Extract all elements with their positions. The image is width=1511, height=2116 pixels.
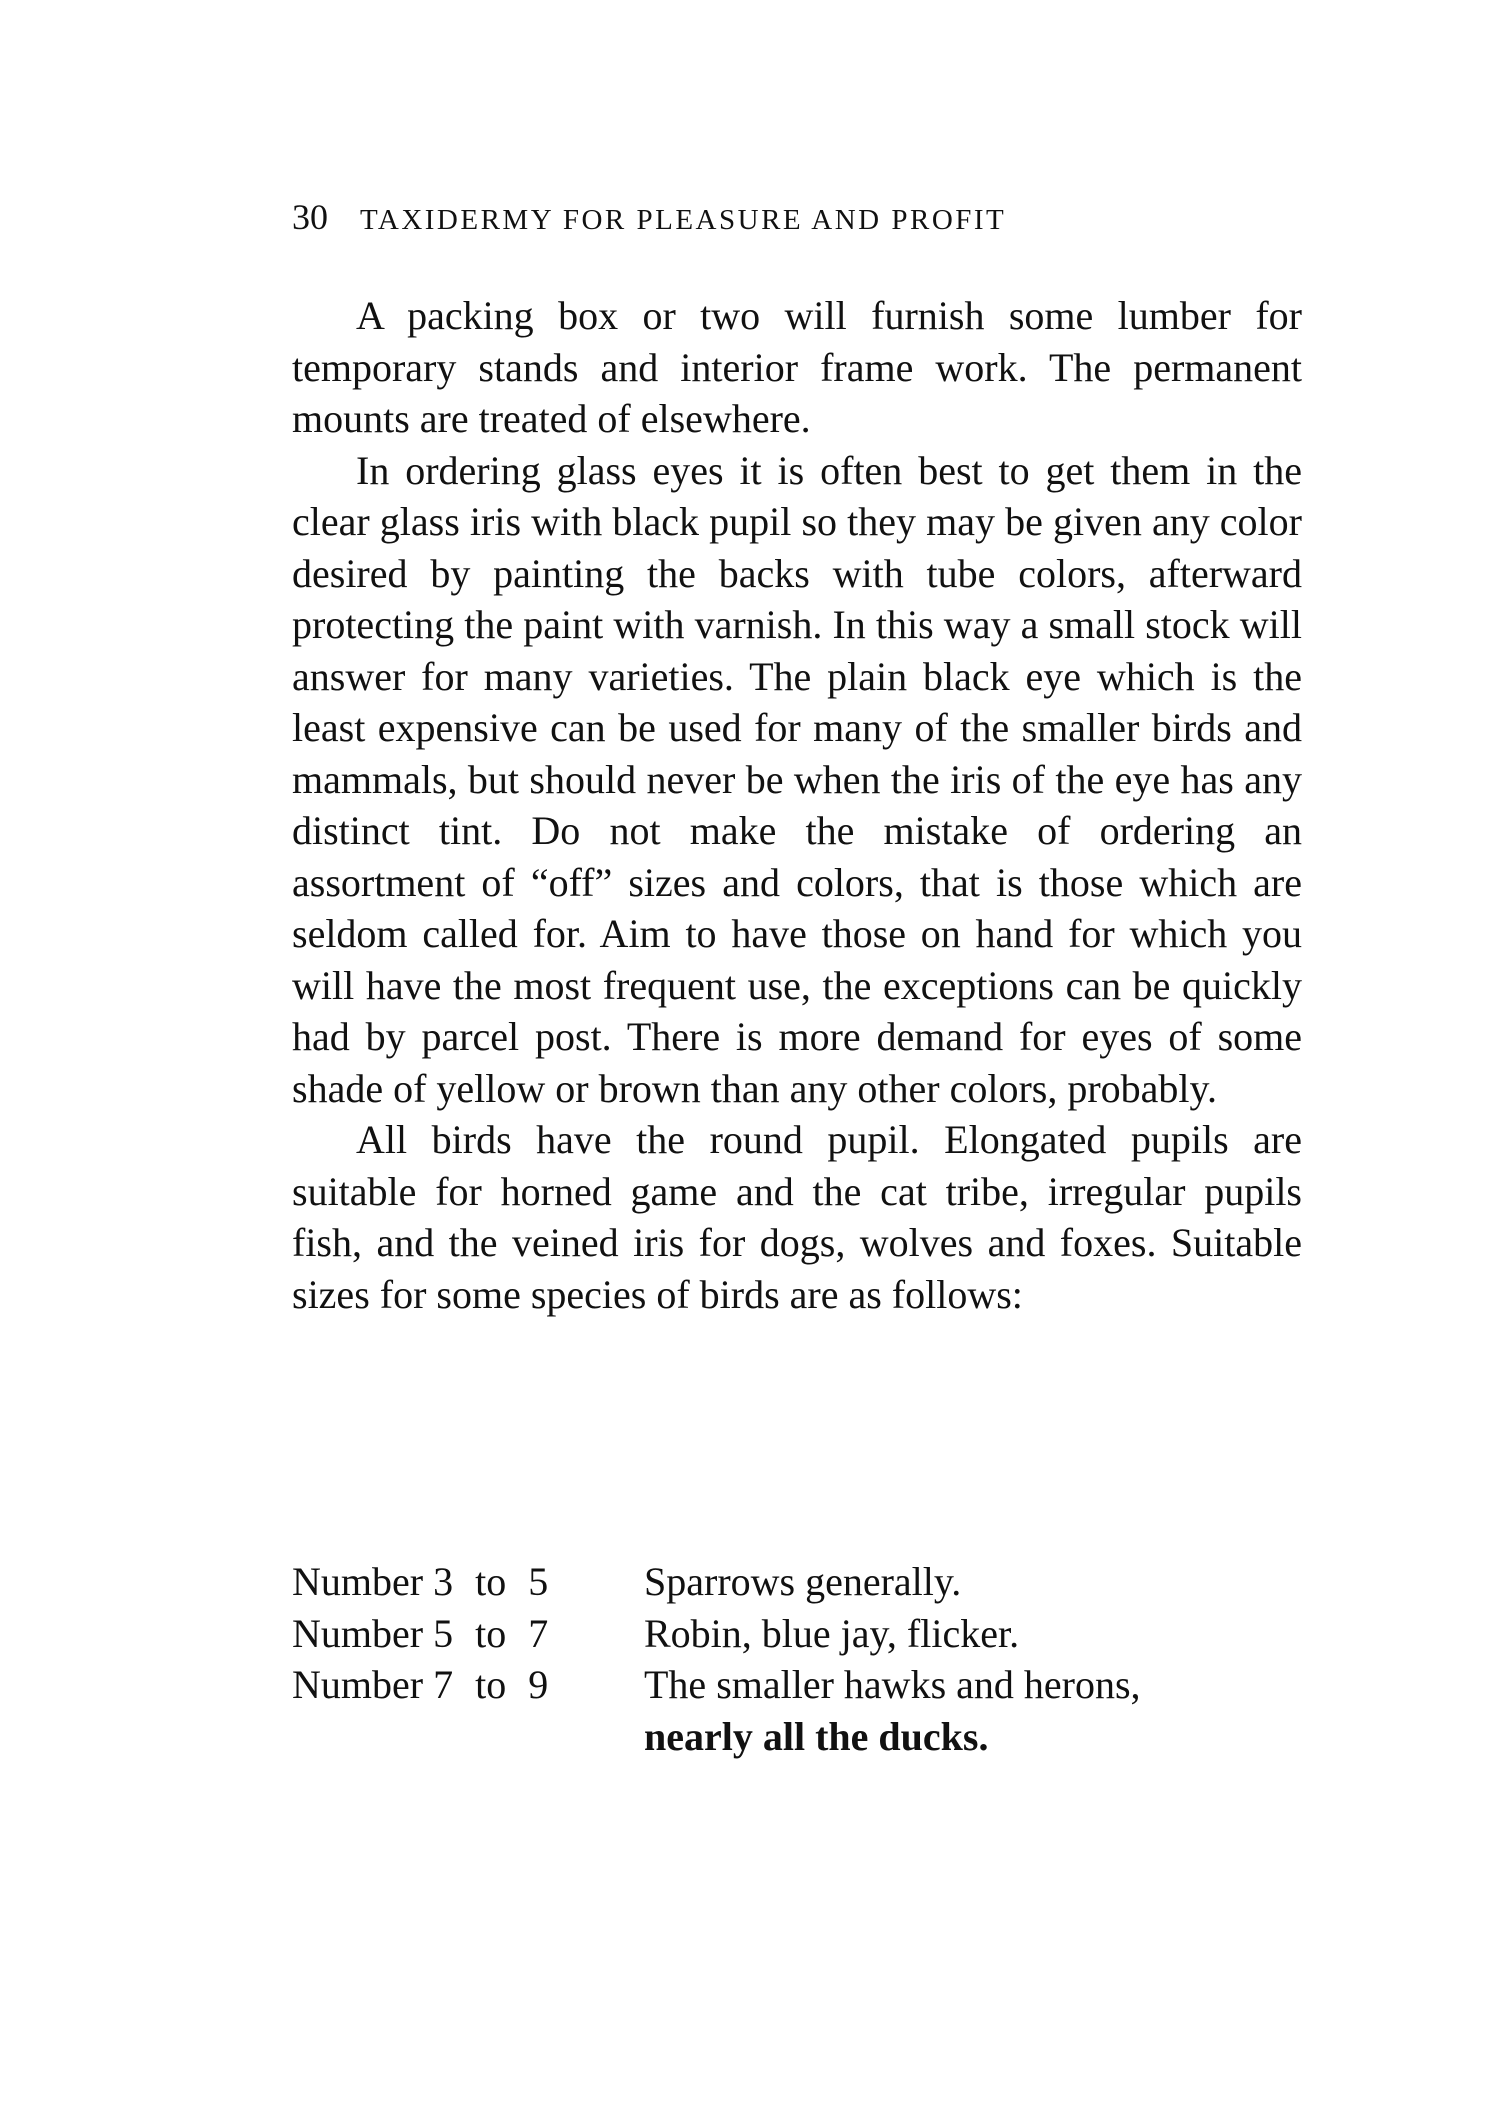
size-range <box>292 1556 644 1608</box>
size-to-word: to <box>475 1662 507 1707</box>
size-from: 3 <box>433 1559 454 1604</box>
paragraph-packing-box: A packing box or two will furnish some lumber for temporary stands and interior frame work. The permanent mounts are treated of elsewhere. <box>292 293 1302 441</box>
body-text <box>292 290 1302 1320</box>
paragraph-glass-eyes: In ordering glass eyes it is often best to get them in the clear glass iris with black pupil so they may be given any color desired by painting the backs with tube colors, afterward protecting the paint with varnish. In this way a small stock will answer for many varieties. The plain black eye which is the least expensive can be used for many of the smaller birds and mammals, but should never be when the iris of the eye has any distinct tint. Do not make the mistake of ordering an assortment of “off” sizes and colors, that is those which are seldom called for. Aim to have those on hand for which you will have the most frequent use, the exceptions can be quickly had by parcel post. There is more demand for eyes of some shade of yellow or brown than any other colors, probably. <box>292 447 1302 1111</box>
species-list <box>644 1659 1302 1762</box>
size-to-word: to <box>475 1559 507 1604</box>
size-range <box>292 1608 644 1660</box>
species-line: nearly all the ducks. <box>644 1713 989 1759</box>
size-from: 7 <box>433 1662 454 1707</box>
size-label: Number <box>292 1559 424 1604</box>
eye-size-row <box>292 1608 1302 1660</box>
size-from: 5 <box>433 1610 454 1656</box>
paragraph-pupils: All birds have the round pupil. Elongated pupils are suitable for horned game and the cat tribe, irregular pupils fish, and the veined iris for dogs, wolves and foxes. Suitable sizes for some species of birds are as follows: <box>292 1117 1302 1317</box>
running-title: TAXIDERMY FOR PLEASURE AND PROFIT <box>360 204 1007 236</box>
species-line: Sparrows generally. <box>644 1559 962 1604</box>
species-line: Robin, blue jay, flicker. <box>644 1610 1020 1656</box>
species-line: The smaller hawks and herons, <box>644 1662 1141 1707</box>
eye-size-row <box>292 1556 1302 1608</box>
size-to: 9 <box>528 1662 549 1707</box>
eye-size-table <box>292 1556 1302 1762</box>
size-to: 5 <box>528 1559 549 1604</box>
size-label: Number <box>292 1662 424 1707</box>
species-list <box>644 1556 1302 1608</box>
size-range <box>292 1659 644 1711</box>
running-header <box>292 196 1192 238</box>
page-number: 30 <box>292 197 328 237</box>
size-to-word: to <box>475 1610 507 1656</box>
size-to: 7 <box>528 1610 549 1656</box>
species-list <box>644 1608 1302 1660</box>
eye-size-row <box>292 1659 1302 1762</box>
size-label: Number <box>292 1610 424 1656</box>
